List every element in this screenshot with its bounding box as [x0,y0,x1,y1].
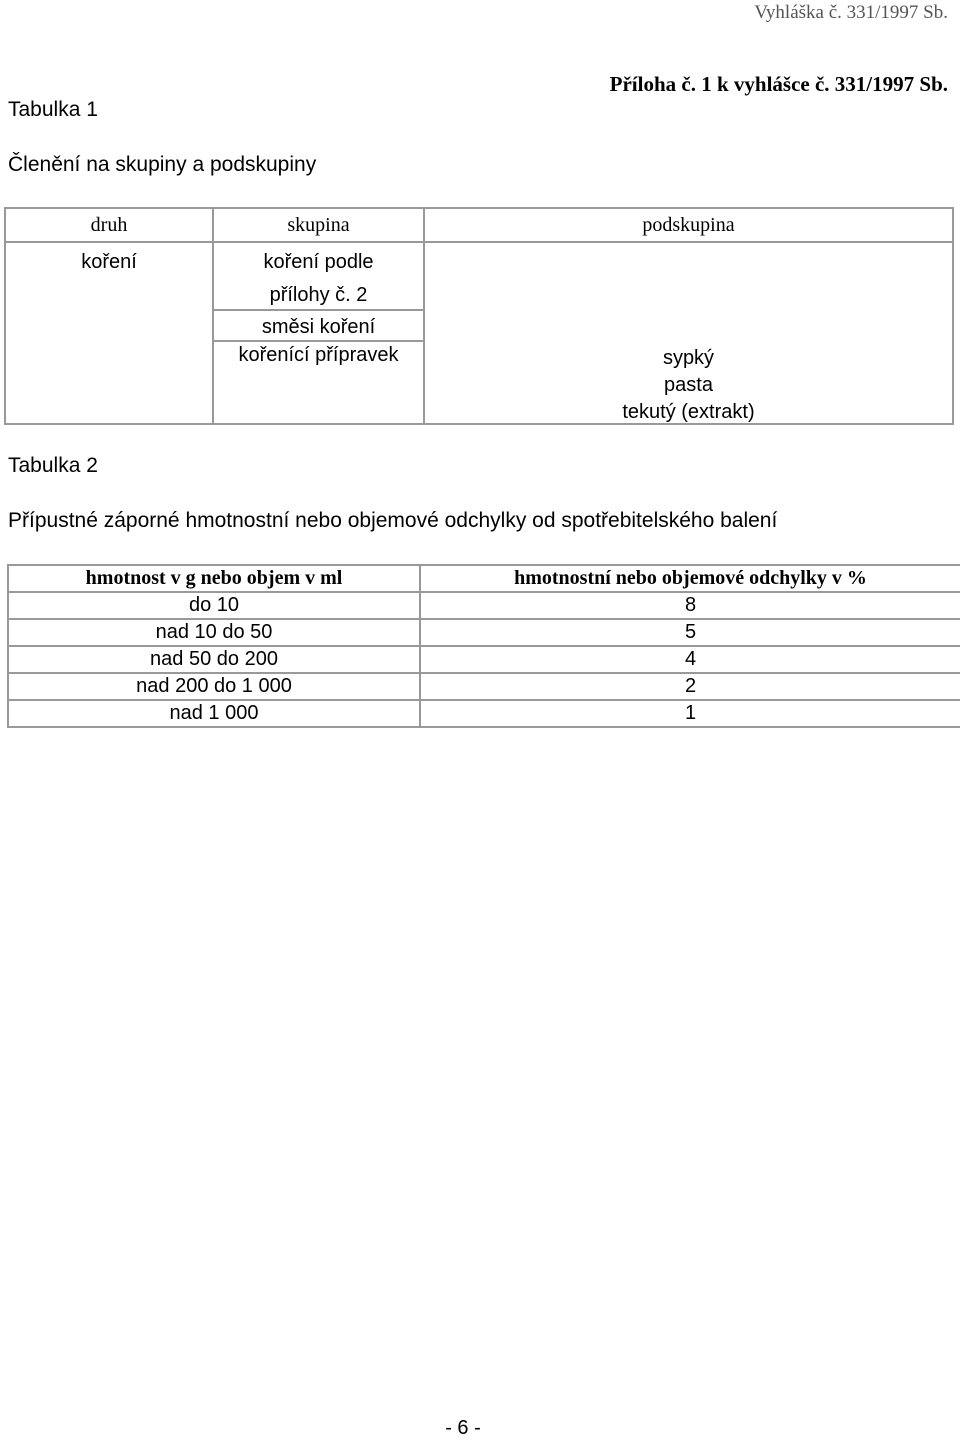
table-row [8,646,960,673]
table1-label: Tabulka 1 [8,98,98,121]
table2-deviation-cell: 5 [420,619,960,646]
table2-deviation-cell: 1 [420,700,960,727]
table-row [8,592,960,619]
table1-header-skupina: skupina [287,214,350,236]
table1-caption: Členění na skupiny a podskupiny [8,153,317,176]
table2-header-weight: hmotnost v g nebo objem v ml [8,565,420,592]
table-row [8,673,960,700]
table1-subgroup-1: sypký [662,347,715,369]
table2-header-row [8,565,960,592]
table1 [4,207,954,425]
table-row [8,619,960,646]
table-row [8,700,960,727]
table2-header-deviation: hmotnostní nebo objemové odchylky v % [420,565,960,592]
table2-deviation-cell: 8 [420,592,960,619]
table1-header-podskupina: podskupina [642,214,735,236]
table1-subgroup-3: tekutý (extrakt) [622,401,755,423]
table2-range-cell: nad 200 do 1 000 [8,673,420,700]
table1-header-rule [6,241,952,243]
table1-druh-value: koření [81,251,137,273]
annex-title: Příloha č. 1 k vyhlášce č. 331/1997 Sb. [609,72,948,96]
table1-group-1-line1: koření podle [263,251,374,273]
table2-range-cell: nad 1 000 [8,700,420,727]
table2 [7,564,960,728]
table1-row-rule [212,309,423,311]
table1-subgroup-2: pasta [664,374,713,396]
table2-deviation-cell: 2 [420,673,960,700]
table1-row-rule [212,340,423,342]
table2-caption: Přípustné záporné hmotnostní nebo objemové odchylky od spotřebitelského balení [8,509,778,532]
table2-range-cell: do 10 [8,592,420,619]
table2-deviation-cell: 4 [420,646,960,673]
table2-label: Tabulka 2 [8,454,98,477]
running-header: Vyhláška č. 331/1997 Sb. [754,2,948,23]
table1-group-3: kořenící přípravek [238,344,399,366]
table1-group-1-line2: přílohy č. 2 [269,284,368,306]
table1-group-2: směsi koření [261,316,376,338]
table2-range-cell: nad 10 do 50 [8,619,420,646]
page-number: - 6 - [445,1417,481,1439]
table1-header-druh: druh [90,214,128,236]
table2-range-cell: nad 50 do 200 [8,646,420,673]
